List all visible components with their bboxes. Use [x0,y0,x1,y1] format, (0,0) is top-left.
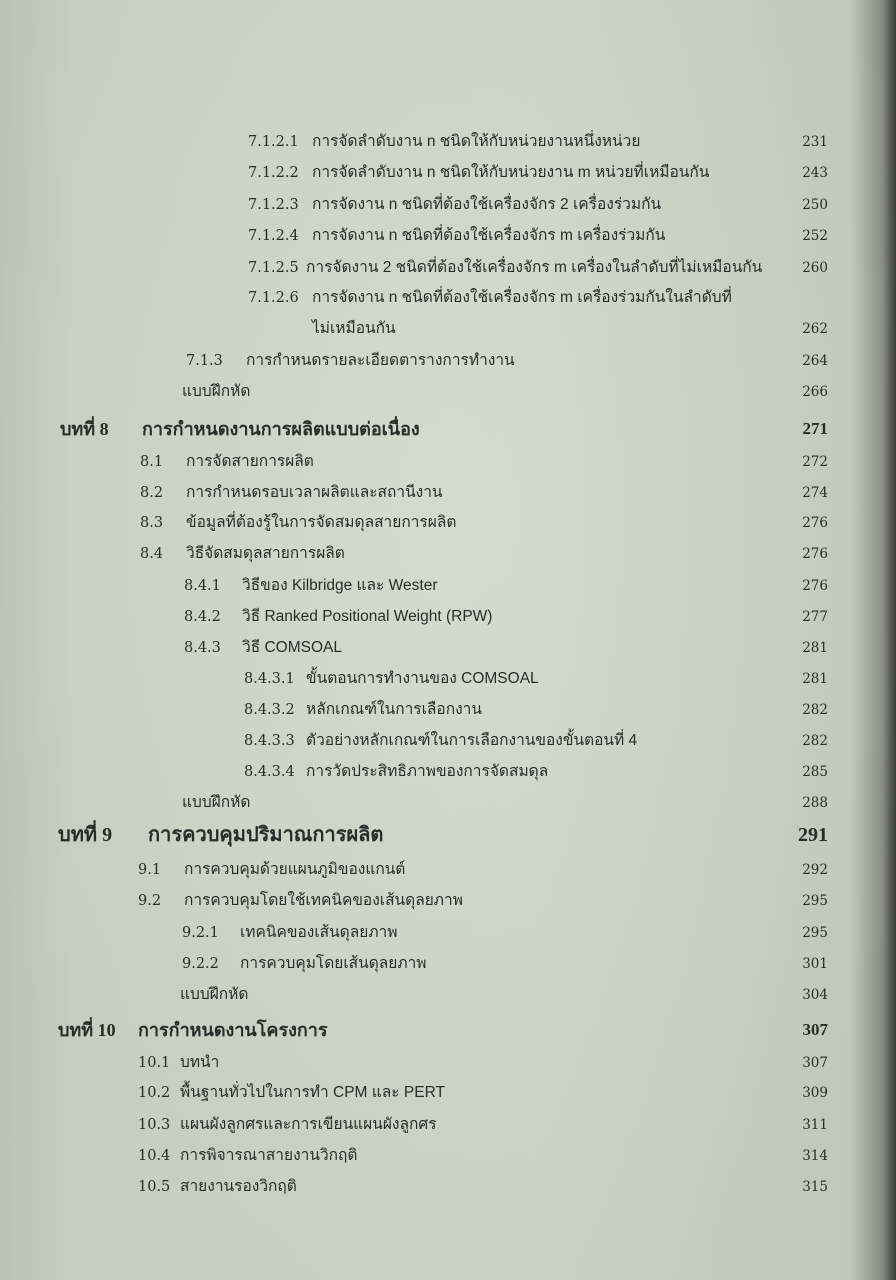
section-number: 9.1 [138,862,162,878]
section-title: การควบคุมโดยใช้เทคนิคของเส้นดุลยภาพ [184,892,463,909]
section-title: การจัดงาน n ชนิดที่ต้องใช้เครื่องจักร m เครื่องร่วมกันในลำดับที่ [312,289,732,306]
chapter-number: บทที่ 8 [60,419,109,439]
page-number: 291 [798,824,828,846]
page-number: 266 [802,384,828,400]
page-number: 307 [802,1055,828,1071]
section-title: การจัดงาน 2 ชนิดที่ต้องใช้เครื่องจักร m เครื่องในลำดับที่ไม่เหมือนกัน [306,259,763,276]
page-number: 304 [802,987,828,1003]
page-number: 309 [802,1085,828,1101]
section-title: การวัดประสิทธิภาพของการจัดสมดุล [306,763,549,780]
section-number: 7.1.3 [186,353,223,369]
section-number: 10.1 [138,1055,171,1071]
section-number: 10.2 [138,1085,171,1101]
section-number: 9.2 [138,893,162,909]
page-number: 307 [802,1020,828,1039]
page-number: 282 [802,733,828,749]
section-number: 8.1 [140,454,164,470]
page-number: 231 [802,134,828,150]
section-title: ตัวอย่างหลักเกณฑ์ในการเลือกงานของขั้นตอนที่ 4 [306,732,638,749]
section-number: 8.4.3.3 [244,733,295,749]
page-number: 282 [802,702,828,718]
chapter-title: การควบคุมปริมาณการผลิต [148,824,384,846]
section-number: 8.4.1 [184,578,221,594]
section-title: ขั้นตอนการทำงานของ COMSOAL [306,670,539,687]
chapter-number: บทที่ 10 [58,1020,116,1040]
section-title: การจัดงาน n ชนิดที่ต้องใช้เครื่องจักร m เครื่องร่วมกัน [312,227,666,244]
page-number: 314 [802,1148,828,1164]
section-number: 8.2 [140,485,164,501]
page-number: 243 [802,165,828,181]
page-number: 276 [802,546,828,562]
page-number: 281 [802,640,828,656]
chapter-title: การกำหนดงานโครงการ [138,1020,328,1040]
section-number: 10.3 [138,1117,171,1133]
section-number: 8.4.3.2 [244,702,295,718]
section-number: 7.1.2.6 [248,290,299,306]
section-number: 8.4.3.1 [244,671,295,687]
section-number: 9.2.2 [182,956,219,972]
section-title: การควบคุมโดยเส้นดุลยภาพ [240,955,427,972]
section-title: แผนผังลูกศรและการเขียนแผนผังลูกศร [180,1116,437,1133]
page-number: 276 [802,578,828,594]
section-title: การกำหนดรายละเอียดตารางการทำงาน [246,352,515,369]
page-number: 292 [802,862,828,878]
section-title: เทคนิคของเส้นดุลยภาพ [240,924,398,941]
section-title: วิธี COMSOAL [242,639,342,656]
page-number: 272 [802,454,828,470]
section-title-continued: ไม่เหมือนกัน [312,320,396,337]
page-number: 281 [802,671,828,687]
section-title: ข้อมูลที่ต้องรู้ในการจัดสมดุลสายการผลิต [186,514,457,531]
page-number: 295 [802,925,828,941]
section-number: 7.1.2.4 [248,228,299,244]
section-title: แบบฝึกหัด [180,986,249,1003]
section-number: 8.4.3 [184,640,221,656]
page-number: 274 [802,485,828,501]
section-title: การจัดลำดับงาน n ชนิดให้กับหน่วยงาน m หน่วยที่เหมือนกัน [312,164,710,181]
section-number: 9.2.1 [182,925,219,941]
page-number: 295 [802,893,828,909]
section-title: การควบคุมด้วยแผนภูมิของแกนต์ [184,861,406,878]
chapter-number: บทที่ 9 [58,824,113,846]
page-number: 288 [802,795,828,811]
section-title: การพิจารณาสายงานวิกฤติ [180,1147,358,1164]
page-number: 262 [802,321,828,337]
page-number: 315 [802,1179,828,1195]
section-title: การจัดลำดับงาน n ชนิดให้กับหน่วยงานหนึ่งหน่วย [312,133,641,150]
section-title: พื้นฐานทั่วไปในการทำ CPM และ PERT [180,1084,445,1101]
page-number: 277 [802,609,828,625]
page-number: 252 [802,228,828,244]
section-number: 8.4 [140,546,164,562]
section-title: สายงานรองวิกฤติ [180,1178,297,1195]
section-number: 8.4.2 [184,609,221,625]
page-number: 250 [802,197,828,213]
page-number: 311 [802,1117,828,1133]
section-number: 7.1.2.1 [248,134,299,150]
section-title: วิธีจัดสมดุลสายการผลิต [186,545,345,562]
section-title: วิธีของ Kilbridge และ Wester [242,577,438,594]
chapter-title: การกำหนดงานการผลิตแบบต่อเนื่อง [142,419,420,439]
section-title: การจัดงาน n ชนิดที่ต้องใช้เครื่องจักร 2 เครื่องร่วมกัน [312,196,662,213]
section-number: 7.1.2.2 [248,165,299,181]
section-number: 8.3 [140,515,164,531]
section-number: 8.4.3.4 [244,764,295,780]
page-number: 301 [802,956,828,972]
section-title: แบบฝึกหัด [182,794,251,811]
section-title: วิธี Ranked Positional Weight (RPW) [242,608,493,625]
page-number: 285 [802,764,828,780]
section-title: หลักเกณฑ์ในการเลือกงาน [306,701,482,718]
section-title: แบบฝึกหัด [182,383,251,400]
section-title: การกำหนดรอบเวลาผลิตและสถานีงาน [186,484,443,501]
section-title: บทนำ [180,1054,220,1071]
section-number: 10.5 [138,1179,171,1195]
page-number: 271 [802,419,828,438]
section-number: 7.1.2.3 [248,197,299,213]
section-number: 10.4 [138,1148,171,1164]
page-number: 260 [802,260,828,276]
page-number: 264 [802,353,828,369]
section-title: การจัดสายการผลิต [186,453,314,470]
page-number: 276 [802,515,828,531]
section-number: 7.1.2.5 [248,260,299,276]
